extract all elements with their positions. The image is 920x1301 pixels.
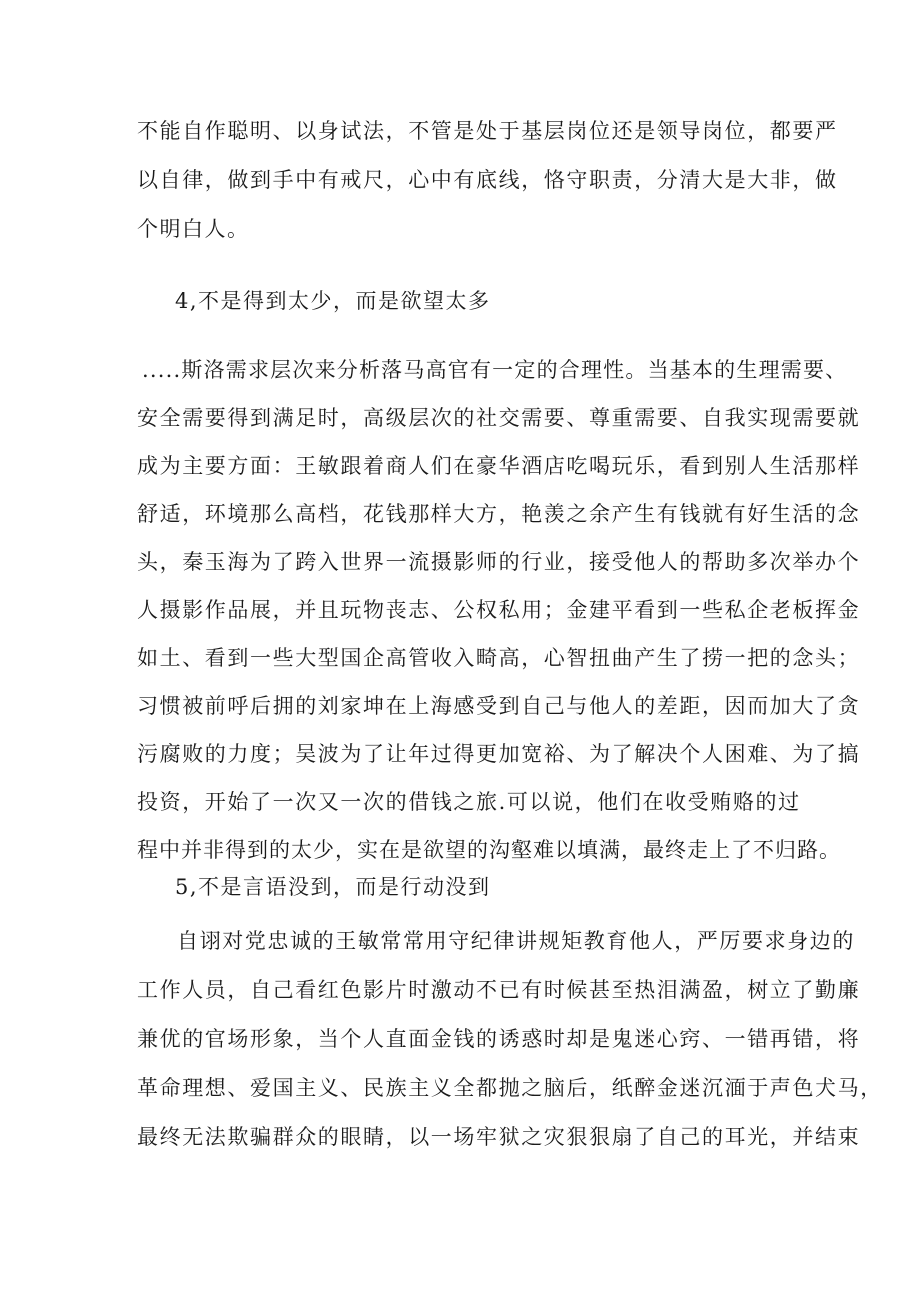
section-heading: 5,不是言语没到，而是行动没到 bbox=[175, 875, 491, 899]
paragraph-line: 兼优的官场形象，当个人直面金钱的诱惑时却是鬼迷心窍、一错再错，将 bbox=[137, 1027, 861, 1051]
paragraph-line: 不能自作聪明、以身试法，不管是处于基层岗位还是领导岗位，都要严 bbox=[137, 119, 838, 143]
paragraph-line: 个明白人。 bbox=[137, 217, 250, 241]
paragraph-line: 污腐败的力度；吴波为了让年过得更加宽裕、为了解决个人困难、为了搞 bbox=[137, 742, 861, 766]
paragraph-line: 安全需要得到满足时，高级层次的社交需要、尊重需要、自我实现需要就 bbox=[137, 406, 861, 430]
paragraph-line: 如土、看到一些大型国企高管收入畸高，心智扭曲产生了捞一把的念头； bbox=[137, 646, 861, 670]
paragraph-line: 自诩对党忠诚的王敏常常用守纪律讲规矩教育他人，严厉要求身边的 bbox=[177, 929, 855, 953]
paragraph-line: 工作人员，自己看红色影片时激动不已有时候甚至热泪满盈，树立了勤廉 bbox=[137, 978, 861, 1002]
paragraph-line: .....斯洛需求层次来分析落马高官有一定的合理性。当基本的生理需要、 bbox=[142, 358, 848, 382]
paragraph-line: 革命理想、爱国主义、民族主义全都抛之脑后，纸醉金迷沉湎于声色犬马， bbox=[137, 1076, 883, 1100]
section-heading: 4,不是得到太少，而是欲望太多 bbox=[175, 289, 491, 313]
paragraph-line: 以自律，做到手中有戒尺，心中有底线，恪守职责，分清大是大非，做 bbox=[137, 168, 838, 192]
paragraph-line: 程中并非得到的太少，实在是欲望的沟壑难以填满，最终走上了不归路。 bbox=[137, 838, 841, 862]
paragraph-line: 最终无法欺骗群众的眼睛，以一场牢狱之灾狠狠扇了自己的耳光，并结束 bbox=[137, 1125, 861, 1149]
paragraph-line: 成为主要方面：王敏跟着商人们在豪华酒店吃喝玩乐，看到别人生活那样 bbox=[137, 454, 861, 478]
paragraph-line: 头，秦玉海为了跨入世界一流摄影师的行业，接受他人的帮助多次举办个 bbox=[137, 550, 861, 574]
paragraph-line: 人摄影作品展，并且玩物丧志、公权私用；金建平看到一些私企老板挥金 bbox=[137, 598, 861, 622]
paragraph-line: 投资，开始了一次又一次的借钱之旅.可以说，他们在收受贿赂的过 bbox=[137, 790, 801, 814]
paragraph-line: 习惯被前呼后拥的刘家坤在上海感受到自己与他人的差距，因而加大了贪 bbox=[137, 694, 861, 718]
paragraph-line: 舒适，环境那么高档，花钱那样大方，艳羡之余产生有钱就有好生活的念 bbox=[137, 502, 861, 526]
